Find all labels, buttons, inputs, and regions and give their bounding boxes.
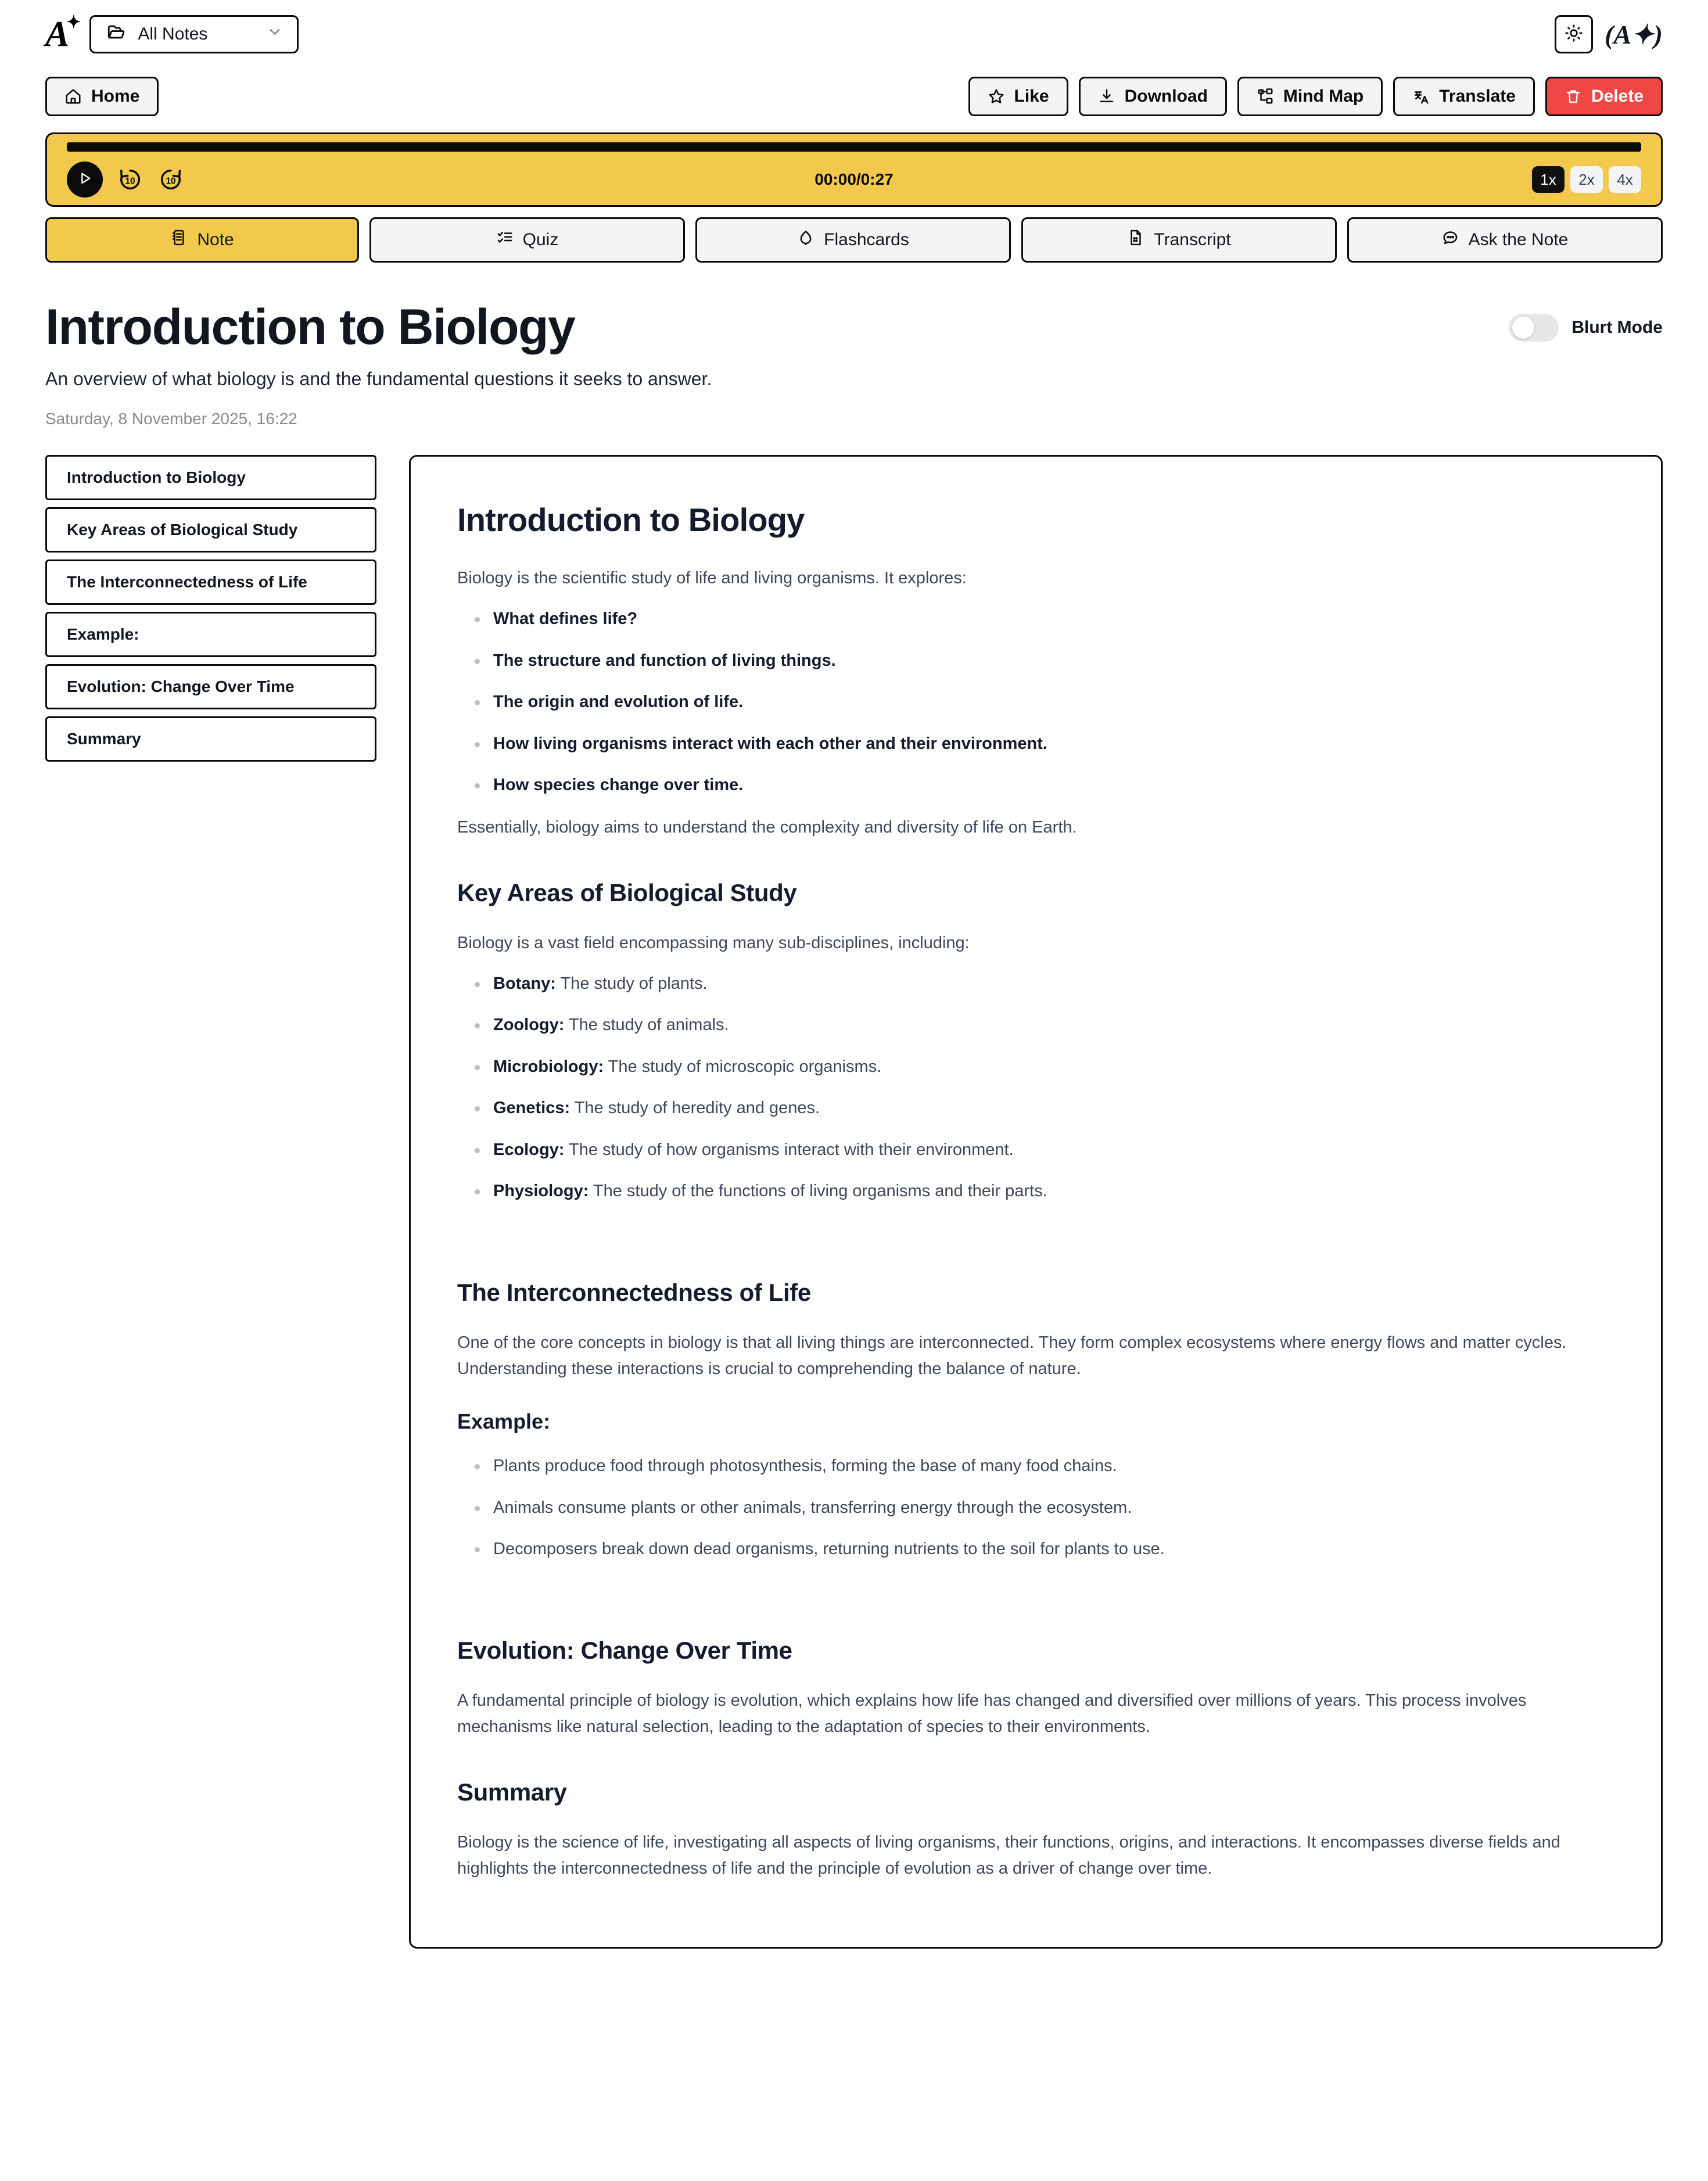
mind-map-icon: [1257, 88, 1274, 105]
tab-ask-the-note[interactable]: [1347, 217, 1663, 263]
term-label: Ecology:: [493, 1140, 565, 1159]
tab-flashcards[interactable]: [695, 217, 1011, 263]
tab-quiz-label: Quiz: [522, 230, 559, 249]
list-item: [457, 1138, 1614, 1163]
section-spacer: [457, 1221, 1614, 1240]
term-description: The study of animals.: [568, 1016, 729, 1035]
sparkle-icon: ✦: [66, 13, 81, 32]
content-heading-interconnectedness: The Interconnectedness of Life: [457, 1278, 811, 1306]
content-heading-summary: Summary: [457, 1778, 567, 1806]
summary-paragraph: Biology is the science of life, investigating all aspects of living organisms, their functions, origins, and interactions. It encompasses diverse fields and highlights the interconnectedness of life and the principle of evolution as a driver of change over time.: [457, 1832, 1560, 1878]
list-item: [457, 1054, 1614, 1080]
home-button[interactable]: [45, 77, 159, 116]
term-label: Genetics:: [493, 1099, 570, 1118]
speed-1x-button[interactable]: 1x: [1532, 166, 1565, 193]
list-item: The structure and function of living things.: [457, 648, 1614, 674]
list-item: [457, 1179, 1614, 1204]
folder-selector[interactable]: [89, 15, 299, 53]
evolution-paragraph: A fundamental principle of biology is evolution, which explains how life has changed and diversified over millions of years. This process involves mechanisms like natural selection, leading to the adaptation of species to their environments.: [457, 1691, 1527, 1736]
tab-quiz[interactable]: [369, 217, 685, 263]
translate-button-label: Translate: [1439, 87, 1516, 106]
term-label: Botany:: [493, 974, 556, 993]
note-timestamp: Saturday, 8 November 2025, 16:22: [45, 410, 297, 428]
mind-map-button-label: Mind Map: [1283, 87, 1364, 106]
content-heading-example: Example:: [457, 1409, 551, 1434]
home-button-label: Home: [91, 87, 140, 106]
cards-icon: [797, 229, 814, 251]
audio-progress-bar[interactable]: [67, 142, 1641, 152]
note-icon: [170, 229, 188, 251]
note-body: [45, 455, 1663, 1948]
content-tabs: [45, 217, 1663, 263]
outline-item-interconnectedness[interactable]: The Interconnectedness of Life: [45, 559, 376, 605]
tab-flashcards-label: Flashcards: [824, 230, 909, 249]
term-label: Zoology:: [493, 1016, 565, 1035]
play-icon: [77, 170, 93, 189]
font-size-toggle-button[interactable]: (A✦): [1605, 20, 1663, 49]
chevron-down-icon: [267, 24, 283, 45]
tab-transcript-label: Transcript: [1154, 230, 1231, 249]
translate-button[interactable]: [1393, 77, 1535, 116]
app-logo: [45, 13, 81, 54]
delete-button-label: Delete: [1591, 87, 1644, 106]
download-button[interactable]: [1079, 77, 1227, 116]
content-heading-introduction: Introduction to Biology: [457, 501, 805, 539]
play-button[interactable]: [67, 162, 103, 198]
intro-bullet-list: [457, 607, 1614, 798]
content-heading-key-areas: Key Areas of Biological Study: [457, 878, 797, 906]
delete-button[interactable]: [1545, 77, 1663, 116]
term-description: The study of plants.: [560, 974, 708, 993]
speed-2x-button[interactable]: 2x: [1570, 166, 1603, 193]
list-item: Animals consume plants or other animals, transferring energy through the ecosystem.: [457, 1495, 1614, 1521]
forward-10-button[interactable]: [157, 166, 184, 193]
translate-icon: [1412, 88, 1430, 105]
blurt-mode-label: Blurt Mode: [1571, 318, 1663, 337]
outline-item-evolution[interactable]: Evolution: Change Over Time: [45, 664, 376, 709]
term-label: Microbiology:: [493, 1057, 604, 1076]
list-item: The origin and evolution of life.: [457, 690, 1614, 715]
star-icon: [988, 88, 1005, 105]
outline-navigation: [45, 455, 376, 762]
checklist-icon: [496, 229, 514, 251]
list-item: Plants produce food through photosynthesis, forming the base of many food chains.: [457, 1454, 1614, 1479]
outline-item-summary[interactable]: Summary: [45, 716, 376, 762]
list-item: How species change over time.: [457, 773, 1614, 798]
tab-ask-the-note-label: Ask the Note: [1468, 230, 1569, 249]
tab-note-label: Note: [197, 230, 234, 249]
logo-letter: A: [45, 15, 69, 54]
term-description: The study of microscopic organisms.: [608, 1057, 882, 1076]
note-content-card: [409, 455, 1663, 1948]
svg-text:10: 10: [125, 176, 135, 186]
list-item: [457, 1096, 1614, 1121]
blurt-mode-toggle-knob: [1512, 317, 1534, 339]
trash-icon: [1565, 88, 1582, 105]
list-item: [457, 1013, 1614, 1038]
example-bullet-list: [457, 1454, 1614, 1562]
top-bar-right-controls: [1555, 15, 1663, 53]
tab-transcript[interactable]: [1021, 217, 1337, 263]
action-toolbar: [0, 69, 1708, 124]
top-bar: [0, 0, 1708, 69]
like-button[interactable]: [968, 77, 1068, 116]
speed-4x-button[interactable]: 4x: [1609, 166, 1641, 193]
chat-bubble-icon: [1442, 229, 1459, 251]
svg-text:10: 10: [166, 176, 176, 186]
key-areas-list: [457, 971, 1614, 1204]
blurt-mode-toggle[interactable]: [1509, 314, 1559, 342]
tab-note[interactable]: [45, 217, 359, 263]
term-description: The study of heredity and genes.: [574, 1099, 820, 1118]
folder-open-icon: [106, 22, 126, 46]
intro-lead-paragraph: Biology is the scientific study of life and living organisms. It explores:: [457, 569, 967, 588]
playback-speed-group: [1532, 166, 1641, 193]
note-header: [45, 301, 1663, 428]
audio-time-display: 00:00/0:27: [814, 170, 894, 188]
outline-item-key-areas[interactable]: Key Areas of Biological Study: [45, 507, 376, 553]
home-icon: [64, 88, 82, 105]
theme-toggle-button[interactable]: [1555, 15, 1593, 53]
term-description: The study of the functions of living organisms and their parts.: [593, 1182, 1047, 1201]
content-heading-evolution: Evolution: Change Over Time: [457, 1636, 792, 1664]
outline-item-example[interactable]: Example:: [45, 612, 376, 657]
audio-player: [45, 132, 1663, 207]
key-areas-lead-paragraph: Biology is a vast field encompassing many sub-disciplines, including:: [457, 933, 970, 952]
section-spacer: [457, 1579, 1614, 1598]
audio-controls-row: [67, 160, 1641, 199]
rewind-10-button[interactable]: [117, 166, 143, 193]
term-label: Physiology:: [493, 1182, 589, 1201]
mind-map-button[interactable]: [1237, 77, 1383, 116]
list-item: How living organisms interact with each other and their environment.: [457, 731, 1614, 757]
term-description: The study of how organisms interact with their environment.: [569, 1140, 1014, 1159]
sun-icon: [1565, 24, 1583, 45]
folder-label: All Notes: [138, 24, 208, 44]
blurt-mode-control: [1509, 314, 1663, 342]
intro-closing-paragraph: Essentially, biology aims to understand the complexity and diversity of life on Earth.: [457, 817, 1077, 837]
note-description: An overview of what biology is and the fundamental questions it seeks to answer.: [45, 368, 712, 390]
interconnectedness-paragraph: One of the core concepts in biology is that all living things are interconnected. They form complex ecosystems where energy flows and matter cycles. Understanding these interactions is crucial to comprehending the balance of nature.: [457, 1333, 1567, 1378]
page-title: Introduction to Biology: [45, 299, 575, 355]
like-button-label: Like: [1014, 87, 1049, 106]
download-button-label: Download: [1124, 87, 1208, 106]
outline-item-introduction[interactable]: Introduction to Biology: [45, 455, 376, 500]
list-item: Decomposers break down dead organisms, returning nutrients to the soil for plants to use.: [457, 1537, 1614, 1562]
download-icon: [1098, 88, 1115, 105]
list-item: [457, 971, 1614, 997]
document-icon: [1127, 229, 1144, 251]
list-item: What defines life?: [457, 607, 1614, 632]
toolbar-action-group: [968, 77, 1663, 116]
